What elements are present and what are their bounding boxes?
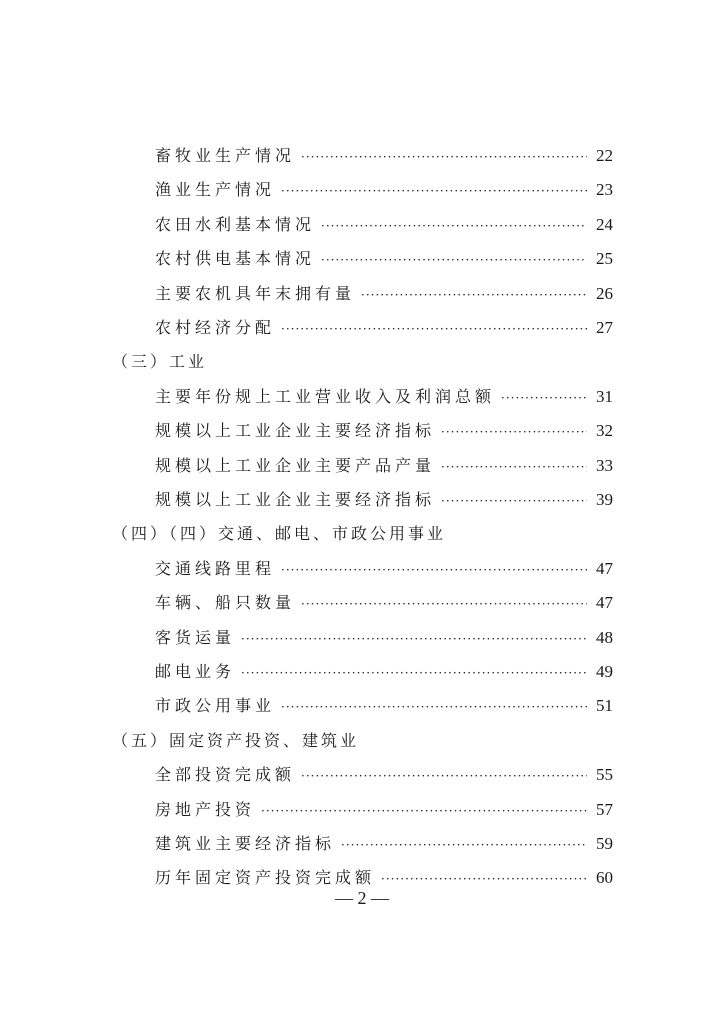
toc-entry-title: 交通线路里程 (155, 558, 276, 578)
toc-entry[interactable] (155, 689, 613, 723)
toc-entry-page: 59 (596, 834, 613, 853)
toc-entry-page: 24 (596, 214, 613, 234)
toc-entry-page: 47 (596, 593, 613, 613)
toc-entry-page: 47 (596, 558, 613, 578)
toc-section-heading[interactable] (112, 345, 612, 379)
toc-entry[interactable] (155, 586, 613, 620)
toc-entry-page: 25 (596, 249, 613, 269)
dot-leader (321, 250, 587, 270)
toc-entry-title: 农村供电基本情况 (155, 249, 316, 269)
dot-leader (341, 835, 587, 855)
toc-entry-page: 48 (596, 627, 613, 647)
toc-entry[interactable] (155, 827, 613, 861)
section-title: （四）（四）交通、邮电、市政公用事业 (112, 524, 447, 544)
toc-entry-title: 规模以上工业企业主要产品产量 (155, 455, 436, 475)
toc-entry[interactable] (155, 139, 613, 173)
dot-leader (241, 663, 587, 683)
dot-leader (261, 801, 587, 821)
toc-entry-page: 26 (596, 283, 613, 303)
toc-entry-title: 建筑业主要经济指标 (155, 834, 336, 853)
toc-entry-title: 主要年份规上工业营业收入及利润总额 (155, 386, 496, 406)
dot-leader (501, 388, 587, 408)
dot-leader (321, 216, 587, 236)
dot-leader (281, 319, 587, 339)
toc-entry[interactable] (155, 793, 613, 827)
toc-entry-page: 57 (596, 799, 613, 819)
section-title: （五）固定资产投资、建筑业 (112, 730, 360, 750)
dot-leader (381, 869, 587, 889)
toc-entry[interactable] (155, 655, 613, 689)
toc-entry[interactable] (155, 311, 613, 345)
dot-leader (361, 285, 587, 305)
toc-entry[interactable] (155, 758, 613, 792)
toc-entry-page: 33 (596, 455, 613, 475)
dot-leader (441, 491, 587, 511)
toc-entry[interactable] (155, 414, 613, 448)
toc-entry[interactable] (155, 552, 613, 586)
toc-entry-title: 规模以上工业企业主要经济指标 (155, 490, 436, 509)
toc-section-heading[interactable] (112, 517, 612, 551)
toc-entry-page: 27 (596, 318, 613, 337)
toc-entry[interactable] (155, 380, 613, 414)
page-number-footer: — 2 — (335, 888, 389, 908)
toc-entry[interactable] (155, 242, 613, 276)
toc-entry-title: 农村经济分配 (155, 318, 276, 337)
toc-entry-title: 农田水利基本情况 (155, 214, 316, 234)
dot-leader (281, 181, 587, 201)
toc-entry[interactable] (155, 208, 613, 242)
toc-entry[interactable] (155, 483, 613, 517)
dot-leader (441, 457, 587, 477)
toc-entry[interactable] (155, 449, 613, 483)
dot-leader (441, 422, 587, 442)
toc-entry-page: 31 (596, 386, 613, 406)
toc-entry-page: 51 (596, 696, 613, 716)
toc-entry-page: 60 (596, 868, 613, 888)
toc-entry-title: 规模以上工业企业主要经济指标 (155, 421, 436, 441)
dot-leader (301, 594, 587, 614)
toc-entry-page: 49 (596, 662, 613, 681)
dot-leader (301, 147, 587, 167)
dot-leader (281, 560, 587, 580)
toc-entry-page: 55 (596, 765, 613, 785)
toc-entry-title: 历年固定资产投资完成额 (155, 868, 376, 888)
toc-entry[interactable] (155, 277, 613, 311)
toc-entry-title: 客货运量 (155, 627, 236, 647)
toc-entry-title: 车辆、船只数量 (155, 593, 296, 613)
toc-entry-title: 房地产投资 (155, 799, 256, 819)
toc-entry-title: 市政公用事业 (155, 696, 276, 716)
toc-entry-page: 22 (596, 146, 613, 165)
section-title: （三）工业 (112, 352, 208, 372)
toc-entry-title: 全部投资完成额 (155, 765, 296, 785)
toc-entry-page: 39 (596, 490, 613, 509)
toc-entry-title: 渔业生产情况 (155, 180, 276, 200)
toc-entry[interactable] (155, 621, 613, 655)
toc-entry-title: 邮电业务 (155, 662, 236, 681)
toc-entry-page: 23 (596, 180, 613, 200)
toc-entry-title: 畜牧业生产情况 (155, 146, 296, 165)
toc-entry-page: 32 (596, 421, 613, 441)
toc-entry[interactable] (155, 173, 613, 207)
toc-section-heading[interactable] (112, 724, 612, 758)
toc-entry-title: 主要农机具年末拥有量 (155, 283, 356, 303)
dot-leader (301, 766, 587, 786)
dot-leader (281, 697, 587, 717)
dot-leader (241, 629, 587, 649)
